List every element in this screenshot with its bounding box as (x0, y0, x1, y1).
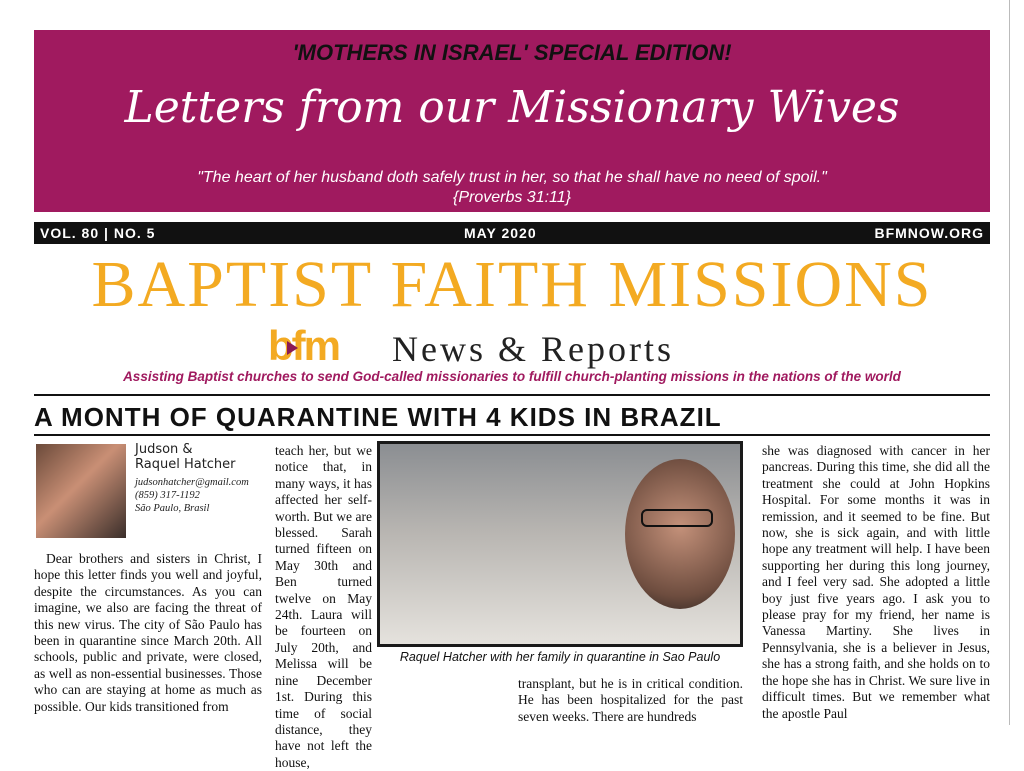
author-email: judsonhatcher@gmail.com (135, 477, 249, 488)
issue-volume: VOL. 80 | NO. 5 (40, 225, 156, 241)
page-edge-line (1009, 0, 1010, 725)
masthead-title: BAPTIST FAITH MISSIONS (91, 248, 933, 321)
author-block (135, 442, 249, 515)
column-3-text: transplant, but he is in critical condition. He has been hospitalized for the past seven weeks. There are hundreds (518, 676, 743, 724)
bfm-logo (268, 322, 339, 370)
banner-title: Letters from our Missionary Wives (124, 82, 900, 133)
article-column-1 (34, 551, 262, 715)
quote-reference: {Proverbs 31:11} (452, 189, 571, 206)
banner-quote (34, 168, 990, 208)
divider (34, 434, 990, 436)
article-column-2 (275, 443, 372, 771)
issue-date: MAY 2020 (464, 225, 537, 241)
quarantine-family-photo (377, 441, 743, 647)
issue-site: BFMNOW.ORG (874, 225, 984, 241)
article-column-4 (762, 443, 990, 722)
author-name-line2: Raquel Hatcher (135, 457, 236, 472)
author-contact (135, 476, 249, 515)
bfm-logo-text: bfm (268, 322, 339, 369)
author-location: São Paulo, Brasil (135, 503, 210, 514)
column-2-text: teach her, but we notice that, in many ways, it has affected her self-worth. But we are blessed. Sarah turned fifteen on May 30th and Ben turned twelve on May 24th. Laura will be fourteen on July 20th, and Melissa will be nine December 1st. During this time of social distance, they have not left the house, (275, 443, 372, 770)
article-column-3 (518, 676, 743, 725)
issue-bar (34, 222, 990, 244)
author-phone: (859) 317-1192 (135, 490, 200, 501)
banner-subtitle: 'MOTHERS IN ISRAEL' SPECIAL EDITION! (292, 40, 732, 65)
divider (34, 394, 990, 396)
section-title: News & Reports (392, 329, 674, 369)
tagline: Assisting Baptist churches to send God-called missionaries to fulfill church-planting missions in the nations of the world (123, 369, 901, 384)
photo-caption: Raquel Hatcher with her family in quarantine in Sao Paulo (399, 650, 721, 664)
quote-text: "The heart of her husband doth safely trust in her, so that he shall have no need of spoil." (197, 169, 827, 186)
author-family-photo (36, 444, 126, 538)
play-icon (287, 341, 298, 355)
article-headline: A MONTH OF QUARANTINE WITH 4 KIDS IN BRAZIL (34, 402, 722, 432)
column-4-text: she was diagnosed with cancer in her pancreas. During this time, she did all the treatment she could at John Hopkins Hospital. For some months it was in remission, and it seemed to be fine. But now, she is sick again, and with little hope any treatment will help. I have been supporting her during this long journey, and I feel very sad. She adopted a little boy just five years ago. I ask you to please pray for my friend, her name is Vanessa Martiny. She lives in Pennsylvania, she is a believer in Jesus, she has a strong faith, and she holds on to the hope she has in Christ. We sure live in difficult times. But we remember what the apostle Paul (762, 443, 990, 721)
author-name-line1: Judson & (135, 442, 193, 457)
column-1-text: Dear brothers and sisters in Christ, I hope this letter finds you well and joyful, despite the circumstances. As you can imagine, we also are facing the threat of this new virus. The city of São Paulo has been in quarantine since March 20th. All schools, public and private, were closed, as well as non-essential businesses. Those who can are staying at home as much as possible. Our kids transitioned from (34, 551, 262, 714)
special-edition-banner (34, 30, 990, 212)
